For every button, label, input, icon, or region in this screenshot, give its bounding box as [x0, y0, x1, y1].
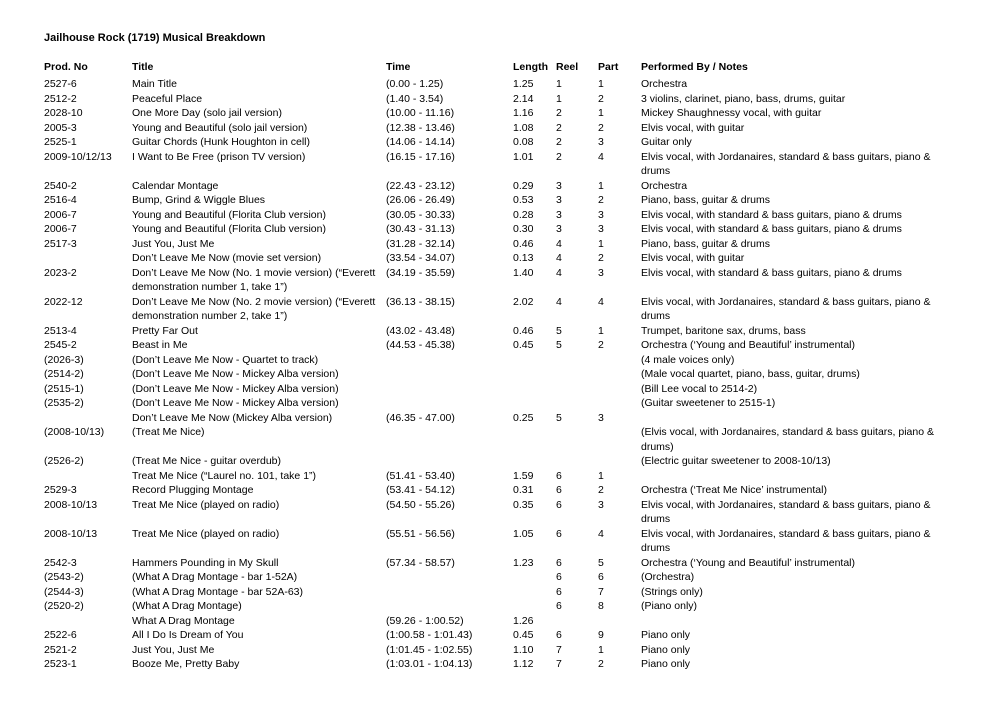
cell-time — [386, 396, 513, 411]
table-row — [44, 469, 941, 484]
cell-reel: 4 — [556, 266, 562, 279]
table-row — [44, 585, 941, 600]
cell-title: (What A Drag Montage - bar 52A-63) — [132, 585, 303, 598]
cell-reel — [556, 396, 598, 411]
cell-title: One More Day (solo jail version) — [132, 107, 282, 119]
cell-prod-no: (2544-3) — [44, 585, 84, 598]
cell-title: Calendar Montage — [132, 179, 219, 192]
cell-part — [598, 425, 641, 454]
cell-title: (Treat Me Nice - guitar overdub) — [132, 455, 281, 467]
cell-time — [386, 367, 513, 382]
cell-time: (26.06 - 26.49) — [386, 194, 455, 206]
header-title: Title — [132, 61, 154, 73]
cell-reel: 6 — [556, 585, 562, 598]
table-row — [44, 411, 941, 426]
cell-notes: (Elvis vocal, with Jordanaires, standard & bass guitars, piano & drums) — [641, 426, 934, 453]
cell-prod-no: 2523-1 — [44, 658, 77, 670]
cell-title: Treat Me Nice (played on radio) — [132, 527, 280, 540]
cell-title: I Want to Be Free (prison TV version) — [132, 150, 306, 163]
cell-time — [386, 382, 513, 397]
cell-part: 3 — [598, 498, 604, 511]
cell-part: 2 — [598, 252, 604, 264]
cell-notes — [641, 614, 941, 629]
cell-reel: 6 — [556, 556, 562, 569]
table-row — [44, 367, 941, 382]
cell-prod-no: 2542-3 — [44, 556, 77, 569]
cell-length: 0.46 — [513, 237, 534, 250]
cell-notes: (Guitar sweetener to 2515-1) — [641, 397, 776, 409]
cell-prod-no: (2514-2) — [44, 368, 84, 380]
table-row — [44, 454, 941, 469]
cell-title: Just You, Just Me — [132, 643, 215, 656]
header-row — [44, 60, 941, 77]
cell-part: 4 — [598, 295, 604, 308]
cell-reel: 2 — [556, 136, 562, 148]
cell-prod-no: 2009-10/12/13 — [44, 150, 112, 163]
cell-notes: Elvis vocal, with standard & bass guitars, piano & drums — [641, 208, 902, 221]
cell-prod-no: 2005-3 — [44, 121, 77, 134]
cell-part: 2 — [598, 658, 604, 670]
cell-notes: Elvis vocal, with guitar — [641, 121, 745, 134]
cell-prod-no: 2023-2 — [44, 266, 77, 279]
cell-notes: (Electric guitar sweetener to 2008-10/13) — [641, 455, 831, 467]
cell-length — [513, 367, 556, 382]
cell-part — [598, 367, 641, 382]
cell-time: (10.00 - 11.16) — [386, 107, 455, 119]
cell-prod-no: 2006-7 — [44, 208, 77, 221]
cell-reel: 4 — [556, 252, 562, 264]
cell-time: (14.06 - 14.14) — [386, 136, 455, 148]
cell-reel: 3 — [556, 208, 562, 221]
cell-length: 1.59 — [513, 469, 534, 482]
table-row — [44, 382, 941, 397]
cell-title: Beast in Me — [132, 339, 188, 351]
cell-length: 1.16 — [513, 107, 534, 119]
cell-time — [386, 599, 513, 614]
cell-reel: 1 — [556, 92, 562, 105]
table-row — [44, 338, 941, 353]
cell-time: (46.35 - 47.00) — [386, 411, 455, 424]
cell-title: Main Title — [132, 78, 177, 90]
header-notes: Performed By / Notes — [641, 61, 748, 73]
cell-part: 8 — [598, 600, 604, 612]
cell-time — [386, 425, 513, 454]
cell-length: 0.13 — [513, 252, 534, 264]
cell-prod-no: 2513-4 — [44, 324, 77, 337]
table-row — [44, 657, 941, 672]
cell-length — [513, 454, 556, 469]
cell-part: 3 — [598, 136, 604, 148]
table-row — [44, 353, 941, 368]
cell-length — [513, 353, 556, 368]
cell-part: 1 — [598, 237, 604, 250]
cell-prod-no: 2522-6 — [44, 629, 77, 641]
cell-length: 1.05 — [513, 527, 534, 540]
cell-reel: 3 — [556, 179, 562, 192]
cell-notes: Orchestra (‘Young and Beautiful’ instrumental) — [641, 556, 856, 569]
cell-notes: (Male vocal quartet, piano, bass, guitar, drums) — [641, 368, 860, 380]
cell-part: 1 — [598, 643, 604, 656]
header-time: Time — [386, 61, 411, 73]
cell-title: (Treat Me Nice) — [132, 426, 205, 438]
cell-prod-no: (2520-2) — [44, 600, 84, 612]
cell-length: 0.28 — [513, 208, 534, 221]
cell-time: (51.41 - 53.40) — [386, 469, 455, 482]
cell-part: 2 — [598, 484, 604, 496]
cell-notes: (Orchestra) — [641, 571, 695, 583]
cell-reel: 2 — [556, 150, 562, 163]
cell-part: 2 — [598, 121, 604, 134]
cell-part: 2 — [598, 339, 604, 351]
cell-part: 3 — [598, 266, 604, 279]
cell-notes — [641, 411, 941, 426]
cell-notes: (Bill Lee vocal to 2514-2) — [641, 382, 758, 395]
cell-length: 1.12 — [513, 658, 534, 670]
cell-time: (1:01.45 - 1:02.55) — [386, 643, 473, 656]
cell-time — [386, 353, 513, 368]
cell-length: 0.29 — [513, 179, 534, 192]
cell-reel: 2 — [556, 121, 562, 134]
cell-reel — [556, 425, 598, 454]
cell-reel: 4 — [556, 295, 562, 308]
cell-time: (30.05 - 30.33) — [386, 208, 455, 221]
cell-notes: Piano only — [641, 629, 691, 641]
table-row — [44, 106, 941, 121]
cell-prod-no: (2515-1) — [44, 382, 84, 395]
cell-prod-no: 2006-7 — [44, 223, 77, 235]
cell-length — [513, 599, 556, 614]
cell-part: 5 — [598, 556, 604, 569]
cell-part: 3 — [598, 223, 604, 235]
cell-title: (What A Drag Montage) — [132, 600, 242, 612]
cell-title: Treat Me Nice (played on radio) — [132, 498, 280, 511]
cell-time: (31.28 - 32.14) — [386, 237, 455, 250]
cell-reel — [556, 382, 598, 397]
cell-part: 2 — [598, 194, 604, 206]
cell-time: (36.13 - 38.15) — [386, 295, 455, 308]
cell-length: 0.46 — [513, 324, 534, 337]
cell-title: All I Do Is Dream of You — [132, 629, 244, 641]
cell-length: 1.08 — [513, 121, 534, 134]
cell-part: 7 — [598, 585, 604, 598]
cell-length: 0.31 — [513, 484, 534, 496]
cell-prod-no: 2529-3 — [44, 484, 77, 496]
cell-title: (Don’t Leave Me Now - Mickey Alba version) — [132, 397, 339, 409]
cell-prod-no — [44, 251, 132, 266]
cell-length: 2.02 — [513, 295, 534, 308]
cell-time: (33.54 - 34.07) — [386, 252, 455, 264]
cell-notes: Elvis vocal, with Jordanaires, standard & bass guitars, piano & drums — [641, 498, 931, 525]
table-row — [44, 628, 941, 643]
cell-reel — [556, 367, 598, 382]
cell-length: 0.53 — [513, 194, 534, 206]
cell-prod-no: 2028-10 — [44, 107, 83, 119]
cell-reel — [556, 353, 598, 368]
cell-part: 4 — [598, 150, 604, 163]
cell-time: (59.26 - 1:00.52) — [386, 614, 464, 627]
cell-notes: Orchestra — [641, 179, 688, 192]
cell-reel: 3 — [556, 223, 562, 235]
cell-reel: 6 — [556, 498, 562, 511]
cell-notes: Piano only — [641, 658, 691, 670]
cell-notes: Orchestra (‘Treat Me Nice’ instrumental) — [641, 484, 827, 496]
cell-notes: (Strings only) — [641, 585, 703, 598]
cell-time: (30.43 - 31.13) — [386, 223, 455, 235]
cell-reel: 6 — [556, 600, 562, 612]
cell-part — [598, 382, 641, 397]
cell-reel: 5 — [556, 411, 562, 424]
cell-prod-no: 2022-12 — [44, 295, 83, 308]
table-row — [44, 237, 941, 252]
cell-reel: 3 — [556, 194, 562, 206]
cell-title: (Don’t Leave Me Now - Quartet to track) — [132, 353, 319, 366]
cell-length: 2.14 — [513, 92, 534, 105]
cell-time: (12.38 - 13.46) — [386, 121, 455, 134]
cell-length: 1.10 — [513, 643, 534, 656]
table-row — [44, 251, 941, 266]
table-row — [44, 324, 941, 339]
cell-part — [598, 614, 641, 629]
cell-prod-no: (2008-10/13) — [44, 426, 105, 438]
cell-length: 0.30 — [513, 223, 534, 235]
cell-reel — [556, 454, 598, 469]
table-row — [44, 295, 941, 324]
table-row — [44, 643, 941, 658]
cell-title: Treat Me Nice (“Laurel no. 101, take 1”) — [132, 469, 317, 482]
cell-prod-no — [44, 469, 132, 484]
cell-notes: Elvis vocal, with Jordanaires, standard & bass guitars, piano & drums — [641, 527, 931, 554]
table-row — [44, 208, 941, 223]
cell-prod-no: 2527-6 — [44, 78, 77, 90]
cell-prod-no — [44, 614, 132, 629]
cell-reel: 6 — [556, 484, 562, 496]
cell-title: Don’t Leave Me Now (No. 1 movie version) (“Everett demonstration number 1, take 1”) — [132, 266, 376, 293]
table-row — [44, 222, 941, 237]
table-row — [44, 179, 941, 194]
cell-prod-no: (2526-2) — [44, 455, 84, 467]
table-row — [44, 498, 941, 527]
cell-notes: Piano only — [641, 643, 691, 656]
cell-length: 1.26 — [513, 614, 534, 627]
cell-title: Booze Me, Pretty Baby — [132, 658, 240, 670]
cell-title: Don’t Leave Me Now (No. 2 movie version) (“Everett demonstration number 2, take 1”) — [132, 295, 376, 322]
cell-title: Peaceful Place — [132, 92, 203, 105]
cell-length: 0.45 — [513, 339, 534, 351]
cell-title: Bump, Grind & Wiggle Blues — [132, 194, 266, 206]
cell-reel — [556, 614, 598, 629]
cell-time: (0.00 - 1.25) — [386, 78, 444, 90]
cell-reel: 6 — [556, 571, 562, 583]
cell-notes: Orchestra (‘Young and Beautiful’ instrumental) — [641, 339, 856, 351]
cell-prod-no: 2525-1 — [44, 136, 77, 148]
cell-reel: 4 — [556, 237, 562, 250]
cell-notes: (4 male voices only) — [641, 353, 735, 366]
cell-reel: 7 — [556, 643, 562, 656]
cell-title: Hammers Pounding in My Skull — [132, 556, 279, 569]
header-reel: Reel — [556, 61, 579, 73]
cell-length: 0.25 — [513, 411, 534, 424]
cell-time: (43.02 - 43.48) — [386, 324, 455, 337]
table-row — [44, 556, 941, 571]
header-prod-no: Prod. No — [44, 61, 88, 73]
table-row — [44, 425, 941, 454]
header-length: Length — [513, 61, 548, 73]
cell-length: 0.45 — [513, 629, 534, 641]
table-row — [44, 92, 941, 107]
cell-time — [386, 585, 513, 600]
cell-prod-no: (2535-2) — [44, 397, 84, 409]
table-row — [44, 193, 941, 208]
cell-prod-no: 2008-10/13 — [44, 527, 98, 540]
cell-time: (34.19 - 35.59) — [386, 266, 455, 279]
table-row — [44, 570, 941, 585]
cell-reel: 6 — [556, 527, 562, 540]
cell-title: Pretty Far Out — [132, 324, 198, 337]
cell-prod-no: 2521-2 — [44, 643, 77, 656]
cell-length: 1.23 — [513, 556, 534, 569]
cell-title: (Don’t Leave Me Now - Mickey Alba version) — [132, 368, 339, 380]
header-part: Part — [598, 61, 619, 73]
cell-reel: 6 — [556, 629, 562, 641]
cell-length: 1.25 — [513, 78, 534, 90]
cell-time — [386, 570, 513, 585]
cell-time: (22.43 - 23.12) — [386, 179, 455, 192]
cell-part — [598, 396, 641, 411]
cell-part: 9 — [598, 629, 604, 641]
cell-notes: Mickey Shaughnessy vocal, with guitar — [641, 107, 822, 119]
cell-length — [513, 425, 556, 454]
cell-notes: Piano, bass, guitar & drums — [641, 194, 770, 206]
cell-time: (55.51 - 56.56) — [386, 527, 455, 540]
cell-time: (16.15 - 17.16) — [386, 150, 455, 163]
table-row — [44, 396, 941, 411]
cell-reel: 2 — [556, 107, 562, 119]
table-row — [44, 599, 941, 614]
table-row — [44, 77, 941, 92]
cell-notes: Elvis vocal, with guitar — [641, 252, 745, 264]
cell-title: Record Plugging Montage — [132, 484, 254, 496]
cell-title: Young and Beautiful (Florita Club version) — [132, 223, 326, 235]
cell-time: (1:00.58 - 1:01.43) — [386, 629, 473, 641]
cell-reel: 1 — [556, 78, 562, 90]
cell-reel: 5 — [556, 339, 562, 351]
cell-part: 3 — [598, 411, 604, 424]
cell-title: What A Drag Montage — [132, 614, 235, 627]
cell-length — [513, 382, 556, 397]
cell-length — [513, 396, 556, 411]
cell-length: 0.35 — [513, 498, 534, 511]
cell-reel: 5 — [556, 324, 562, 337]
table-row — [44, 266, 941, 295]
cell-prod-no: 2545-2 — [44, 339, 77, 351]
cell-reel: 6 — [556, 469, 562, 482]
cell-length: 1.40 — [513, 266, 534, 279]
cell-part: 1 — [598, 107, 604, 119]
table-row — [44, 150, 941, 179]
cell-prod-no: 2517-3 — [44, 237, 77, 250]
cell-length — [513, 585, 556, 600]
cell-part: 1 — [598, 179, 604, 192]
cell-notes: Orchestra — [641, 78, 688, 90]
table-row — [44, 483, 941, 498]
cell-notes: 3 violins, clarinet, piano, bass, drums, guitar — [641, 92, 846, 105]
cell-title: Just You, Just Me — [132, 237, 215, 250]
cell-part: 3 — [598, 208, 604, 221]
cell-part — [598, 454, 641, 469]
table-row — [44, 527, 941, 556]
cell-notes: Trumpet, baritone sax, drums, bass — [641, 324, 806, 337]
cell-title: Young and Beautiful (solo jail version) — [132, 121, 308, 134]
table-row — [44, 121, 941, 136]
cell-prod-no: (2026-3) — [44, 353, 84, 366]
cell-prod-no: 2540-2 — [44, 179, 77, 192]
cell-notes: Elvis vocal, with Jordanaires, standard & bass guitars, piano & drums — [641, 150, 931, 177]
cell-title: Young and Beautiful (Florita Club version) — [132, 208, 326, 221]
cell-time: (57.34 - 58.57) — [386, 556, 455, 569]
cell-time: (1.40 - 3.54) — [386, 92, 444, 105]
musical-breakdown-table — [44, 60, 941, 672]
cell-title: Don’t Leave Me Now (Mickey Alba version) — [132, 411, 333, 424]
cell-time: (54.50 - 55.26) — [386, 498, 455, 511]
cell-length: 1.01 — [513, 150, 534, 163]
cell-title: Guitar Chords (Hunk Houghton in cell) — [132, 136, 310, 148]
cell-title: (Don’t Leave Me Now - Mickey Alba version) — [132, 382, 339, 395]
cell-part: 1 — [598, 324, 604, 337]
cell-length — [513, 570, 556, 585]
cell-part: 2 — [598, 92, 604, 105]
cell-notes: Guitar only — [641, 136, 692, 148]
cell-length: 0.08 — [513, 136, 534, 148]
cell-notes: (Piano only) — [641, 600, 698, 612]
cell-time — [386, 454, 513, 469]
cell-notes: Elvis vocal, with standard & bass guitars, piano & drums — [641, 223, 902, 235]
table-row — [44, 135, 941, 150]
cell-prod-no: 2008-10/13 — [44, 498, 98, 511]
cell-prod-no: 2512-2 — [44, 92, 77, 105]
cell-title: Don’t Leave Me Now (movie set version) — [132, 252, 322, 264]
cell-part: 1 — [598, 78, 604, 90]
cell-part: 6 — [598, 571, 604, 583]
table-row — [44, 614, 941, 629]
cell-prod-no: (2543-2) — [44, 571, 84, 583]
cell-notes: Elvis vocal, with standard & bass guitars, piano & drums — [641, 266, 902, 279]
page-title: Jailhouse Rock (1719) Musical Breakdown — [44, 32, 266, 44]
cell-notes: Elvis vocal, with Jordanaires, standard & bass guitars, piano & drums — [641, 295, 931, 322]
cell-part: 4 — [598, 527, 604, 540]
cell-notes: Piano, bass, guitar & drums — [641, 237, 770, 250]
cell-prod-no: 2516-4 — [44, 194, 77, 206]
cell-part: 1 — [598, 469, 604, 482]
cell-time: (44.53 - 45.38) — [386, 339, 455, 351]
cell-time: (53.41 - 54.12) — [386, 484, 455, 496]
cell-notes — [641, 469, 941, 484]
cell-reel: 7 — [556, 658, 562, 670]
cell-time: (1:03.01 - 1:04.13) — [386, 658, 473, 670]
cell-title: (What A Drag Montage - bar 1-52A) — [132, 571, 298, 583]
cell-prod-no — [44, 411, 132, 426]
cell-part — [598, 353, 641, 368]
